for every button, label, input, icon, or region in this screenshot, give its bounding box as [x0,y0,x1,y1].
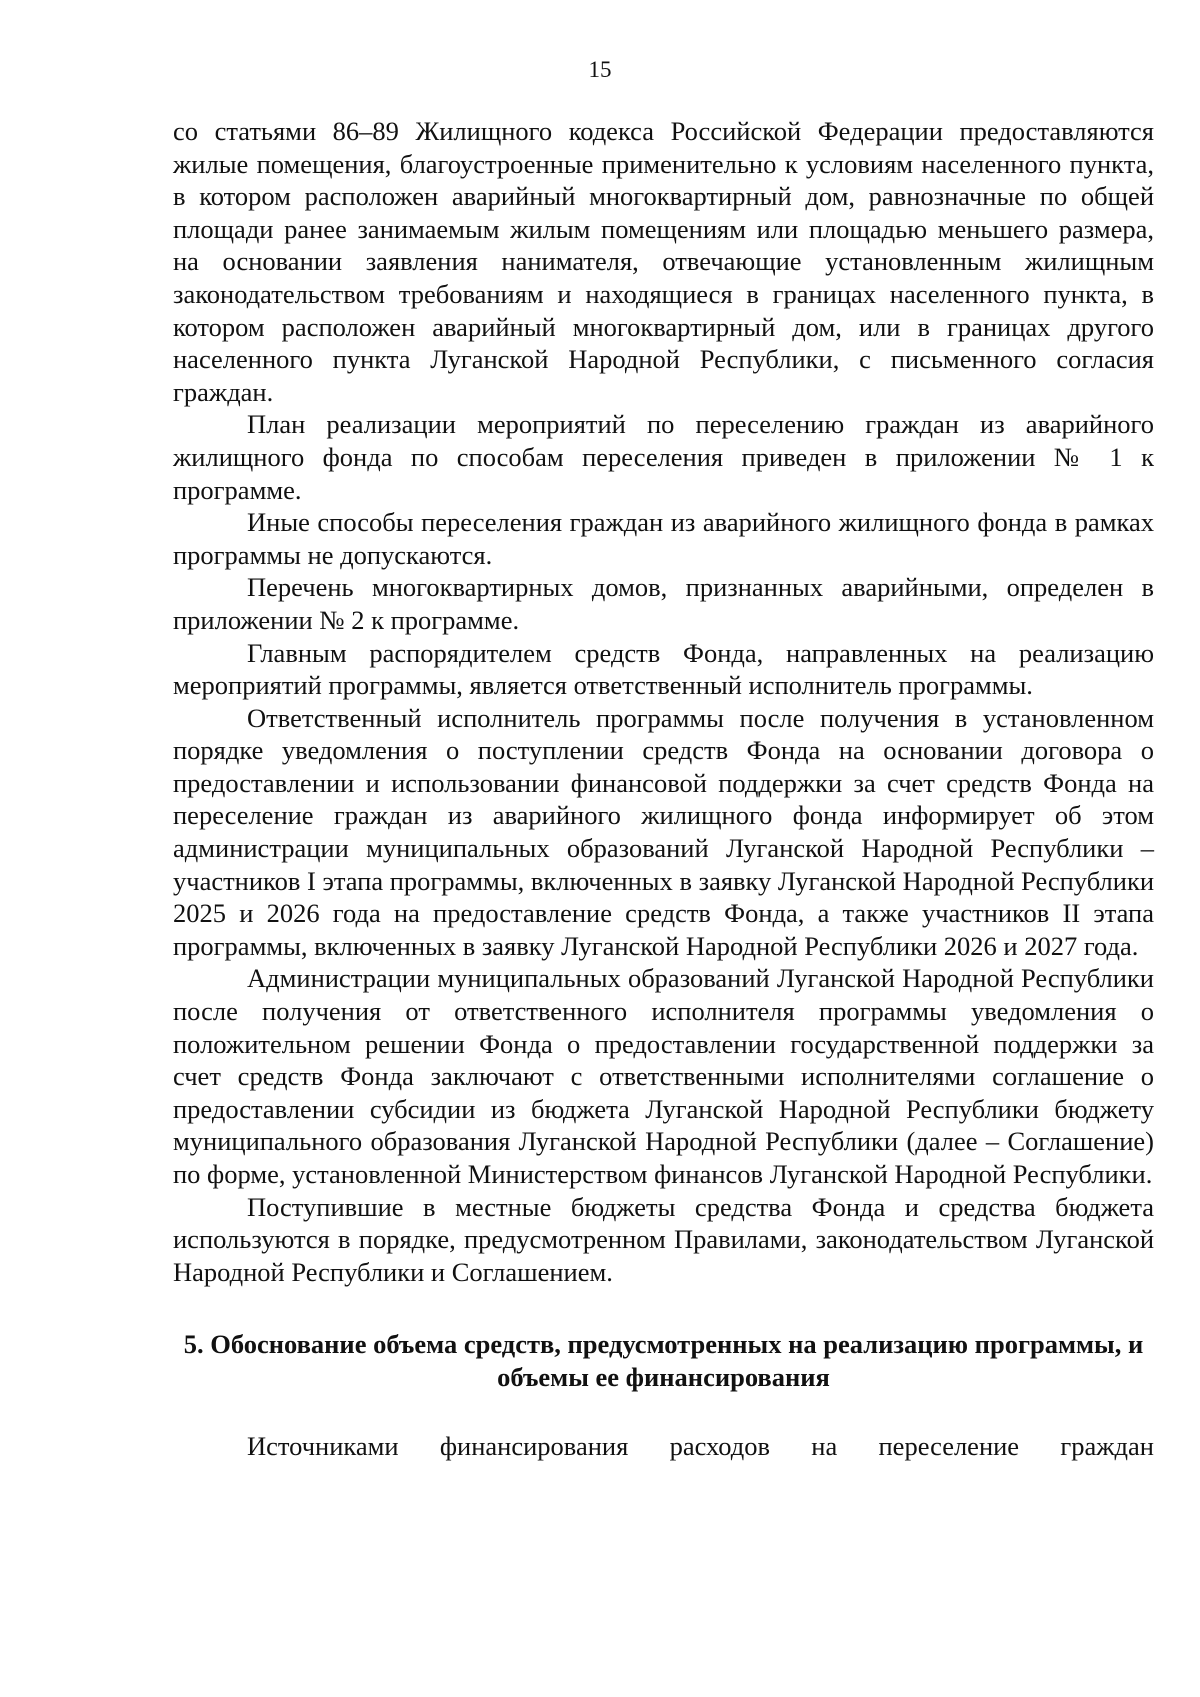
document-body [173,115,1154,1462]
paragraph-other-methods: Иные способы переселения граждан из аварийного жилищного фонда в рамках программы не допускаются. [173,507,1154,570]
paragraph-plan: План реализации мероприятий по переселению граждан из аварийного жилищного фонда по способам переселения приведен в приложении № 1 к программе. [173,409,1154,505]
paragraph-buildings-list: Перечень многоквартирных домов, признанных аварийными, определен в приложении № 2 к программе. [173,572,1154,635]
paragraph-responsible-executor: Ответственный исполнитель программы после получения в установленном порядке уведомления о поступлении средств Фонда на основании договора о предоставлении и использовании финансовой поддержки за счет средств Фонда на переселение граждан из аварийного жилищного фонда информирует об этом администрации муниципальных образований Луганской Народной Республики – участников I этапа программы, включенных в заявку Луганской Народной Республики 2025 и 2026 года на предоставление средств Фонда, а также участников II этапа программы, включенных в заявку Луганской Народной Республики 2026 и 2027 года. [173,702,1154,961]
page-number: 15 [588,57,612,82]
paragraph-administrations: Администрации муниципальных образований Луганской Народной Республики после получения от ответственного исполнителя программы уведомления о положительном решении Фонда о предоставлении государственной поддержки за счет средств Фонда заключают с ответственными исполнителями соглашение о предоставлении субсидии из бюджета Луганской Народной Республики бюджету муниципального образования Луганской Народной Республики (далее – Соглашение) по форме, установленной Министерством финансов Луганской Народной Республики. [173,963,1154,1189]
section-heading: 5. Обоснование объема средств, предусмотренных на реализацию программы, и объемы ее финансирования [183,1329,1144,1392]
paragraph-main-manager: Главным распорядителем средств Фонда, направленных на реализацию мероприятий программы, является ответственный исполнитель программы. [173,637,1154,701]
paragraph-continuation: со статьями 86–89 Жилищного кодекса Российской Федерации предоставляются жилые помещения, благоустроенные применительно к условиям населенного пункта, в котором расположен аварийный многоквартирный дом, равнозначные по общей площади ранее занимаемым жилым помещениям или площадью меньшего размера, на основании заявления нанимателя, отвечающие установленным жилищным законодательством требованиям и находящиеся в границах населенного пункта, в котором расположен аварийный многоквартирный дом, или в границах другого населенного пункта Луганской Народной Республики, с письменного согласия граждан. [173,116,1154,407]
paragraph-financing-sources: Источниками финансирования расходов на переселение граждан [247,1430,1154,1461]
paragraph-funds-usage: Поступившие в местные бюджеты средства Фонда и средства бюджета используются в порядке, предусмотренном Правилами, законодательством Луганской Народной Республики и Соглашением. [173,1191,1154,1287]
